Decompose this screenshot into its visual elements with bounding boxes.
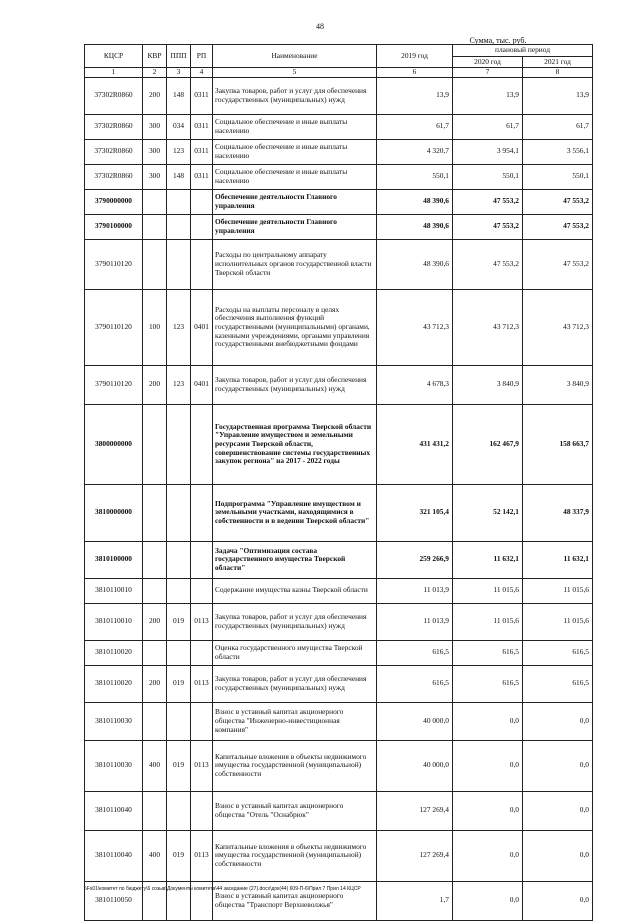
rp-cell: 0113	[191, 740, 213, 791]
value-2019-cell: 321 105,4	[377, 484, 453, 541]
rp-cell: 0401	[191, 365, 213, 404]
kcsr-cell: 37302R0860	[85, 164, 143, 189]
kcsr-cell: 3810110030	[85, 740, 143, 791]
value-2019-cell: 40 000,0	[377, 702, 453, 740]
kcsr-cell: 3790110120	[85, 239, 143, 289]
kvr-cell	[143, 541, 167, 578]
name-cell: Социальное обеспечение и иные выплаты населению	[213, 164, 377, 189]
kvr-cell: 200	[143, 665, 167, 702]
value-2020-cell: 616,5	[453, 640, 523, 665]
rp-cell: 0113	[191, 665, 213, 702]
rp-cell: 0311	[191, 77, 213, 114]
table-body	[85, 77, 593, 920]
value-2020-cell: 0,0	[453, 830, 523, 881]
ppp-cell	[167, 541, 191, 578]
kcsr-cell: 37302R0860	[85, 77, 143, 114]
value-2019-cell: 431 431,2	[377, 404, 453, 484]
value-2021-cell: 47 553,2	[523, 189, 593, 214]
kvr-cell: 100	[143, 289, 167, 365]
rp-cell: 0113	[191, 830, 213, 881]
kvr-cell: 200	[143, 77, 167, 114]
name-cell: Оценка государственного имущества Тверской области	[213, 640, 377, 665]
budget-table	[84, 44, 593, 921]
ppp-cell: 123	[167, 365, 191, 404]
value-2020-cell: 61,7	[453, 114, 523, 139]
value-2021-cell: 47 553,2	[523, 239, 593, 289]
name-cell: Взнос в уставный капитал акционерного общества "Транспорт Верхневолжья"	[213, 881, 377, 920]
header-ppp: ППП	[167, 45, 191, 68]
column-numbers-row	[85, 68, 593, 78]
table-row	[85, 289, 593, 365]
kcsr-cell: 3790000000	[85, 189, 143, 214]
rp-cell: 0311	[191, 139, 213, 164]
value-2021-cell: 0,0	[523, 881, 593, 920]
value-2021-cell: 61,7	[523, 114, 593, 139]
kvr-cell	[143, 189, 167, 214]
table-row	[85, 139, 593, 164]
ppp-cell	[167, 791, 191, 830]
column-number: 5	[213, 68, 377, 78]
value-2021-cell: 47 553,2	[523, 214, 593, 239]
kcsr-cell: 3810110040	[85, 791, 143, 830]
value-2020-cell: 47 553,2	[453, 189, 523, 214]
value-2020-cell: 0,0	[453, 740, 523, 791]
name-cell: Взнос в уставный капитал акционерного общества "Отель "Оснабрюк"	[213, 791, 377, 830]
table-row	[85, 77, 593, 114]
value-2019-cell: 48 390,6	[377, 239, 453, 289]
value-2019-cell: 127 269,4	[377, 830, 453, 881]
name-cell: Закупка товаров, работ и услуг для обеспечения государственных (муниципальных) нужд	[213, 77, 377, 114]
header-kvr: КВР	[143, 45, 167, 68]
value-2021-cell: 3 556,1	[523, 139, 593, 164]
kcsr-cell: 3790110120	[85, 365, 143, 404]
table-row	[85, 541, 593, 578]
value-2019-cell: 616,5	[377, 665, 453, 702]
ppp-cell: 019	[167, 740, 191, 791]
units-label: Сумма, тыс. руб.	[469, 36, 527, 45]
column-number: 4	[191, 68, 213, 78]
kvr-cell	[143, 578, 167, 603]
table-row	[85, 640, 593, 665]
rp-cell	[191, 214, 213, 239]
kcsr-cell: 3810110040	[85, 830, 143, 881]
name-cell: Обеспечение деятельности Главного управления	[213, 189, 377, 214]
value-2020-cell: 52 142,1	[453, 484, 523, 541]
name-cell: Расходы на выплаты персоналу в целях обеспечения выполнения функций государственными (муниципальными) органами, казенными учреждениями, органами управления государственными внебюджетными фондами	[213, 289, 377, 365]
table-row	[85, 791, 593, 830]
kvr-cell	[143, 239, 167, 289]
ppp-cell	[167, 404, 191, 484]
table-row	[85, 214, 593, 239]
value-2021-cell: 616,5	[523, 665, 593, 702]
kcsr-cell: 3810110020	[85, 640, 143, 665]
ppp-cell	[167, 578, 191, 603]
value-2021-cell: 550,1	[523, 164, 593, 189]
kvr-cell	[143, 791, 167, 830]
value-2019-cell: 48 390,6	[377, 214, 453, 239]
rp-cell: 0311	[191, 114, 213, 139]
ppp-cell	[167, 640, 191, 665]
ppp-cell	[167, 484, 191, 541]
rp-cell: 0401	[191, 289, 213, 365]
rp-cell	[191, 404, 213, 484]
name-cell: Капитальные вложения в объекты недвижимого имущества государственной (муниципальной) собственности	[213, 830, 377, 881]
value-2021-cell: 158 663,7	[523, 404, 593, 484]
table-row	[85, 239, 593, 289]
rp-cell	[191, 702, 213, 740]
name-cell: Подпрограмма "Управление имуществом и земельными участками, находящимися в собственности и в ведении Тверской области"	[213, 484, 377, 541]
ppp-cell	[167, 239, 191, 289]
kvr-cell: 300	[143, 139, 167, 164]
ppp-cell: 148	[167, 164, 191, 189]
value-2019-cell: 40 000,0	[377, 740, 453, 791]
column-number: 6	[377, 68, 453, 78]
kvr-cell: 200	[143, 365, 167, 404]
value-2021-cell: 11 632,1	[523, 541, 593, 578]
header-2021: 2021 год	[523, 56, 593, 68]
value-2021-cell: 0,0	[523, 791, 593, 830]
ppp-cell: 019	[167, 830, 191, 881]
value-2019-cell: 11 013,9	[377, 603, 453, 640]
name-cell: Взнос в уставный капитал акционерного общества "Инженерно-инвестиционная компания"	[213, 702, 377, 740]
name-cell: Социальное обеспечение и иные выплаты населению	[213, 114, 377, 139]
rp-cell	[191, 484, 213, 541]
kcsr-cell: 37302R0860	[85, 139, 143, 164]
rp-cell	[191, 578, 213, 603]
name-cell: Закупка товаров, работ и услуг для обеспечения государственных (муниципальных) нужд	[213, 603, 377, 640]
value-2020-cell: 162 467,9	[453, 404, 523, 484]
table-row	[85, 484, 593, 541]
column-number: 2	[143, 68, 167, 78]
kcsr-cell: 3810110020	[85, 665, 143, 702]
name-cell: Закупка товаров, работ и услуг для обеспечения государственных (муниципальных) нужд	[213, 365, 377, 404]
value-2020-cell: 0,0	[453, 881, 523, 920]
kcsr-cell: 3800000000	[85, 404, 143, 484]
column-number: 3	[167, 68, 191, 78]
value-2020-cell: 0,0	[453, 791, 523, 830]
value-2019-cell: 48 390,6	[377, 189, 453, 214]
kvr-cell	[143, 484, 167, 541]
ppp-cell: 034	[167, 114, 191, 139]
value-2021-cell: 11 015,6	[523, 578, 593, 603]
value-2020-cell: 11 632,1	[453, 541, 523, 578]
kvr-cell: 300	[143, 164, 167, 189]
ppp-cell: 019	[167, 665, 191, 702]
ppp-cell	[167, 702, 191, 740]
rp-cell: 0311	[191, 164, 213, 189]
table-row	[85, 702, 593, 740]
value-2020-cell: 43 712,3	[453, 289, 523, 365]
table-row	[85, 740, 593, 791]
value-2019-cell: 1,7	[377, 881, 453, 920]
kvr-cell	[143, 214, 167, 239]
value-2020-cell: 3 840,9	[453, 365, 523, 404]
kcsr-cell: 3810100000	[85, 541, 143, 578]
header-name: Наименование	[213, 45, 377, 68]
ppp-cell: 019	[167, 603, 191, 640]
header-kcsr: КЦСР	[85, 45, 143, 68]
rp-cell	[191, 189, 213, 214]
kcsr-cell: 3810110030	[85, 702, 143, 740]
table-row	[85, 578, 593, 603]
table-row	[85, 830, 593, 881]
name-cell: Закупка товаров, работ и услуг для обеспечения государственных (муниципальных) нужд	[213, 665, 377, 702]
kcsr-cell: 3790110120	[85, 289, 143, 365]
value-2020-cell: 616,5	[453, 665, 523, 702]
value-2019-cell: 11 013,9	[377, 578, 453, 603]
value-2019-cell: 13,9	[377, 77, 453, 114]
name-cell: Содержание имущества казны Тверской области	[213, 578, 377, 603]
value-2021-cell: 0,0	[523, 830, 593, 881]
kvr-cell	[143, 640, 167, 665]
page-number: 48	[316, 22, 324, 31]
kcsr-cell: 3810110010	[85, 578, 143, 603]
value-2020-cell: 550,1	[453, 164, 523, 189]
name-cell: Капитальные вложения в объекты недвижимого имущества государственной (муниципальной) собственности	[213, 740, 377, 791]
value-2020-cell: 47 553,2	[453, 214, 523, 239]
ppp-cell: 148	[167, 77, 191, 114]
table-row	[85, 665, 593, 702]
header-rp: РП	[191, 45, 213, 68]
value-2019-cell: 61,7	[377, 114, 453, 139]
name-cell: Задача "Оптимизация состава государственного имущества Тверской области"	[213, 541, 377, 578]
header-2020: 2020 год	[453, 56, 523, 68]
kcsr-cell: 3790100000	[85, 214, 143, 239]
kcsr-cell: 37302R0860	[85, 114, 143, 139]
rp-cell	[191, 791, 213, 830]
rp-cell: 0113	[191, 603, 213, 640]
value-2021-cell: 48 337,9	[523, 484, 593, 541]
value-2019-cell: 616,5	[377, 640, 453, 665]
table-row	[85, 114, 593, 139]
column-number: 1	[85, 68, 143, 78]
value-2019-cell: 4 678,3	[377, 365, 453, 404]
value-2021-cell: 13,9	[523, 77, 593, 114]
value-2019-cell: 550,1	[377, 164, 453, 189]
kvr-cell: 400	[143, 830, 167, 881]
table-row	[85, 365, 593, 404]
header-2019: 2019 год	[377, 45, 453, 68]
value-2021-cell: 43 712,3	[523, 289, 593, 365]
kcsr-cell: 3810110050	[85, 881, 143, 920]
value-2021-cell: 3 840,9	[523, 365, 593, 404]
value-2019-cell: 259 266,9	[377, 541, 453, 578]
value-2021-cell: 11 015,6	[523, 603, 593, 640]
file-path-footer: \\Fs01\комитет по бюджету\6 созыв\Документы комитета\44 заседание (27).docx\док(44) 609-П-6\Прил 7 Прил 14 КЦСР	[84, 886, 361, 892]
kcsr-cell: 3810000000	[85, 484, 143, 541]
ppp-cell	[167, 189, 191, 214]
header-planned-period: плановый период	[453, 45, 593, 57]
value-2020-cell: 11 015,6	[453, 578, 523, 603]
value-2021-cell: 0,0	[523, 740, 593, 791]
value-2020-cell: 3 954,1	[453, 139, 523, 164]
ppp-cell	[167, 214, 191, 239]
ppp-cell: 123	[167, 139, 191, 164]
rp-cell	[191, 239, 213, 289]
ppp-cell: 123	[167, 289, 191, 365]
kvr-cell: 400	[143, 740, 167, 791]
name-cell: Государственная программа Тверской области "Управление имуществом и земельными ресурсами Тверской области, совершенствование системы государственных закупок региона" на 2017 - 2022 годы	[213, 404, 377, 484]
kcsr-cell: 3810110010	[85, 603, 143, 640]
rp-cell	[191, 541, 213, 578]
value-2020-cell: 47 553,2	[453, 239, 523, 289]
kvr-cell	[143, 702, 167, 740]
name-cell: Обеспечение деятельности Главного управления	[213, 214, 377, 239]
table-row	[85, 189, 593, 214]
value-2020-cell: 11 015,6	[453, 603, 523, 640]
value-2021-cell: 0,0	[523, 702, 593, 740]
name-cell: Социальное обеспечение и иные выплаты населению	[213, 139, 377, 164]
column-number: 8	[523, 68, 593, 78]
value-2020-cell: 0,0	[453, 702, 523, 740]
value-2019-cell: 4 320,7	[377, 139, 453, 164]
value-2019-cell: 127 269,4	[377, 791, 453, 830]
kvr-cell: 300	[143, 114, 167, 139]
kvr-cell: 200	[143, 603, 167, 640]
table-row	[85, 603, 593, 640]
table-row	[85, 164, 593, 189]
value-2021-cell: 616,5	[523, 640, 593, 665]
table-row	[85, 404, 593, 484]
value-2020-cell: 13,9	[453, 77, 523, 114]
value-2019-cell: 43 712,3	[377, 289, 453, 365]
kvr-cell	[143, 404, 167, 484]
rp-cell	[191, 640, 213, 665]
name-cell: Расходы по центральному аппарату исполнительных органов государственной власти Тверской области	[213, 239, 377, 289]
column-number: 7	[453, 68, 523, 78]
